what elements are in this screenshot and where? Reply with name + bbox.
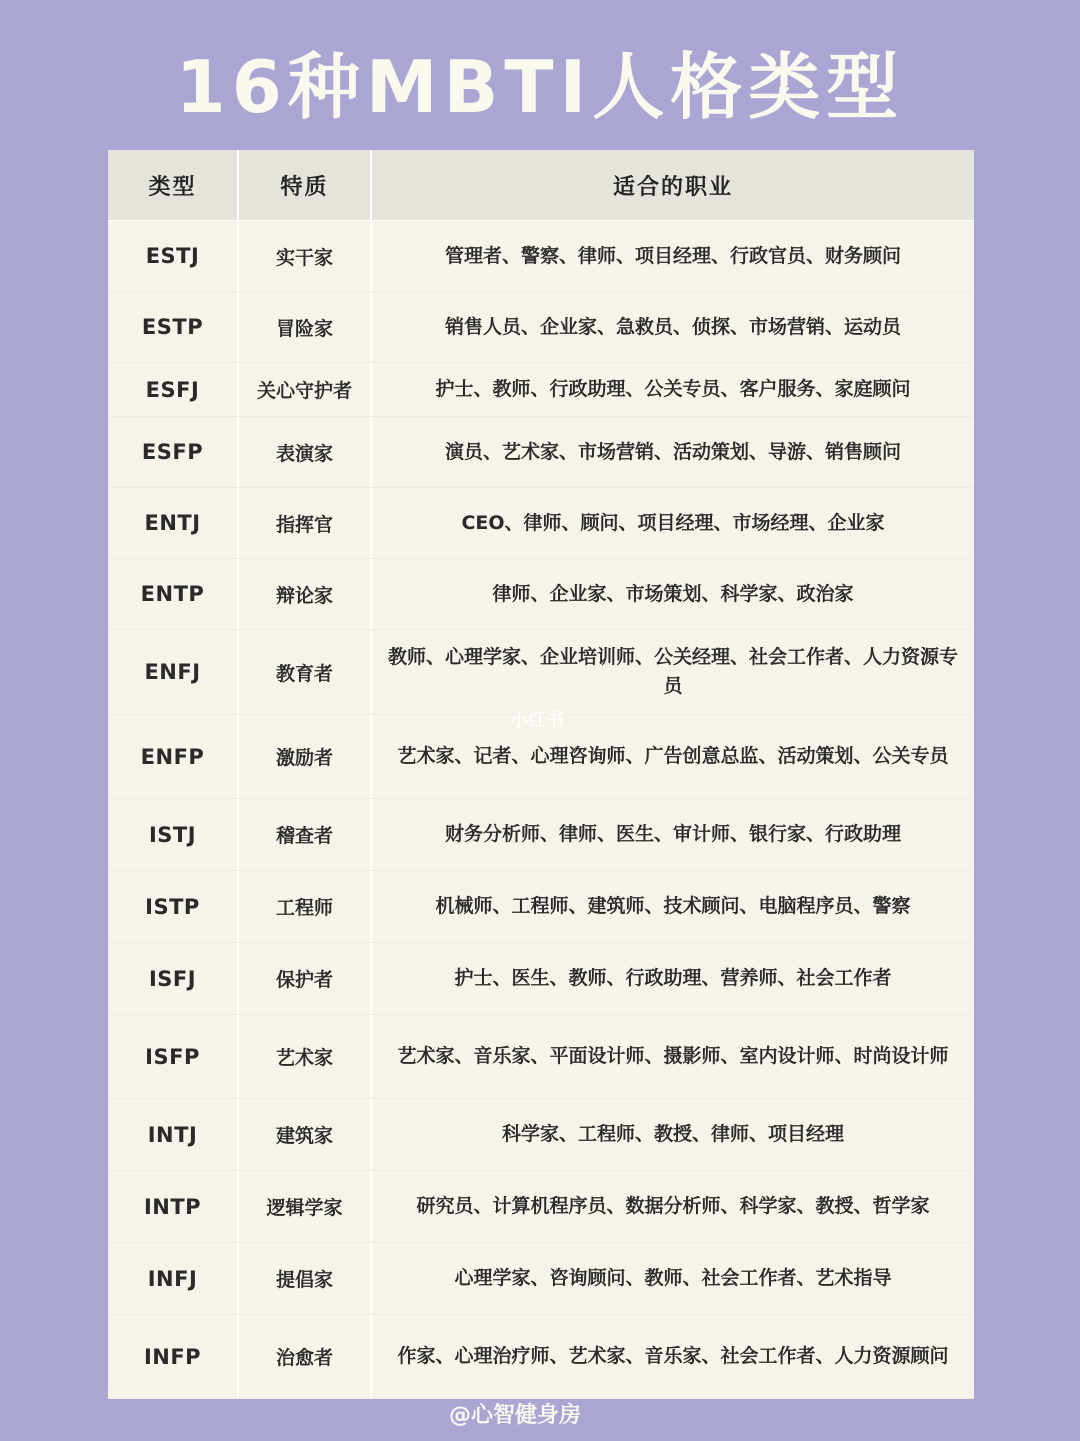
mbti-table	[108, 150, 974, 1383]
table-row	[108, 559, 974, 630]
cell-careers: 教师、心理学家、企业培训师、公关经理、社会工作者、人力资源专员	[387, 646, 958, 697]
cell-type: ESTP	[108, 292, 239, 362]
watermark: 小红书	[510, 710, 564, 731]
cell-careers: CEO、律师、顾问、项目经理、市场经理、企业家	[461, 511, 885, 534]
cell-type: ENTJ	[108, 488, 239, 558]
cell-careers: 艺术家、记者、心理咨询师、广告创意总监、活动策划、公关专员	[397, 745, 949, 767]
cell-type: ENFP	[108, 715, 239, 798]
cell-trait: 建筑家	[239, 1099, 372, 1170]
table-row	[108, 1315, 974, 1399]
cell-careers: 律师、企业家、市场策划、科学家、政治家	[492, 582, 854, 605]
table-header	[108, 150, 974, 221]
cell-careers: 演员、艺术家、市场营销、活动策划、导游、销售顾问	[444, 440, 901, 463]
cell-type: INFP	[108, 1315, 239, 1398]
cell-type: ISFJ	[108, 943, 239, 1014]
cell-trait: 表演家	[239, 417, 372, 487]
cell-careers: 科学家、工程师、教授、律师、项目经理	[501, 1123, 844, 1145]
table-body	[108, 221, 974, 1399]
cell-type: ESFP	[108, 417, 239, 487]
cell-type: ESFJ	[108, 363, 239, 416]
cell-type: ENTP	[108, 559, 239, 629]
cell-trait: 激励者	[239, 715, 372, 798]
table-row	[108, 871, 974, 943]
cell-careers: 艺术家、音乐家、平面设计师、摄影师、室内设计师、时尚设计师	[397, 1045, 949, 1067]
cell-careers: 研究员、计算机程序员、数据分析师、科学家、教授、哲学家	[416, 1195, 930, 1217]
cell-type: ISFP	[108, 1015, 239, 1098]
table-row	[108, 1015, 974, 1099]
cell-careers: 管理者、警察、律师、项目经理、行政官员、财务顾问	[444, 244, 901, 267]
cell-type: INTP	[108, 1171, 239, 1242]
cell-trait: 辩论家	[239, 559, 372, 629]
table-row	[108, 799, 974, 871]
table-row	[108, 363, 974, 417]
table-row	[108, 943, 974, 1015]
table-row	[108, 417, 974, 488]
cell-type: INFJ	[108, 1243, 239, 1314]
cell-trait: 稽查者	[239, 799, 372, 870]
cell-trait: 实干家	[239, 221, 372, 291]
cell-type: INTJ	[108, 1099, 239, 1170]
page-title: 16种MBTI人格类型	[175, 45, 905, 129]
cell-trait: 艺术家	[239, 1015, 372, 1098]
header-trait: 特质	[239, 150, 372, 220]
cell-type: ISTP	[108, 871, 239, 942]
cell-type: ESTJ	[108, 221, 239, 291]
cell-careers: 销售人员、企业家、急救员、侦探、市场营销、运动员	[444, 315, 901, 338]
cell-trait: 治愈者	[239, 1315, 372, 1398]
cell-trait: 保护者	[239, 943, 372, 1014]
footer-credit: @心智健身房	[448, 1403, 581, 1428]
table-row	[108, 1171, 974, 1243]
cell-trait: 教育者	[239, 630, 372, 714]
cell-trait: 冒险家	[239, 292, 372, 362]
table-row	[108, 488, 974, 559]
cell-careers: 作家、心理治疗师、艺术家、音乐家、社会工作者、人力资源顾问	[397, 1345, 949, 1367]
header-type: 类型	[108, 150, 239, 220]
cell-type: ENFJ	[108, 630, 239, 714]
cell-trait: 工程师	[239, 871, 372, 942]
cell-careers: 护士、医生、教师、行政助理、营养师、社会工作者	[454, 967, 892, 989]
cell-careers: 财务分析师、律师、医生、审计师、银行家、行政助理	[444, 823, 901, 845]
cell-trait: 提倡家	[239, 1243, 372, 1314]
table-row	[108, 1099, 974, 1171]
cell-trait: 指挥官	[239, 488, 372, 558]
cell-careers: 机械师、工程师、建筑师、技术顾问、电脑程序员、警察	[435, 895, 911, 917]
table-row	[108, 221, 974, 292]
table-row	[108, 715, 974, 799]
cell-careers: 护士、教师、行政助理、公关专员、客户服务、家庭顾问	[435, 378, 911, 400]
table-row	[108, 292, 974, 363]
cell-trait: 逻辑学家	[239, 1171, 372, 1242]
cell-careers: 心理学家、咨询顾问、教师、社会工作者、艺术指导	[454, 1267, 892, 1289]
table-row	[108, 630, 974, 715]
table-row	[108, 1243, 974, 1315]
header-careers: 适合的职业	[612, 174, 733, 200]
cell-type: ISTJ	[108, 799, 239, 870]
cell-trait: 关心守护者	[239, 363, 372, 416]
